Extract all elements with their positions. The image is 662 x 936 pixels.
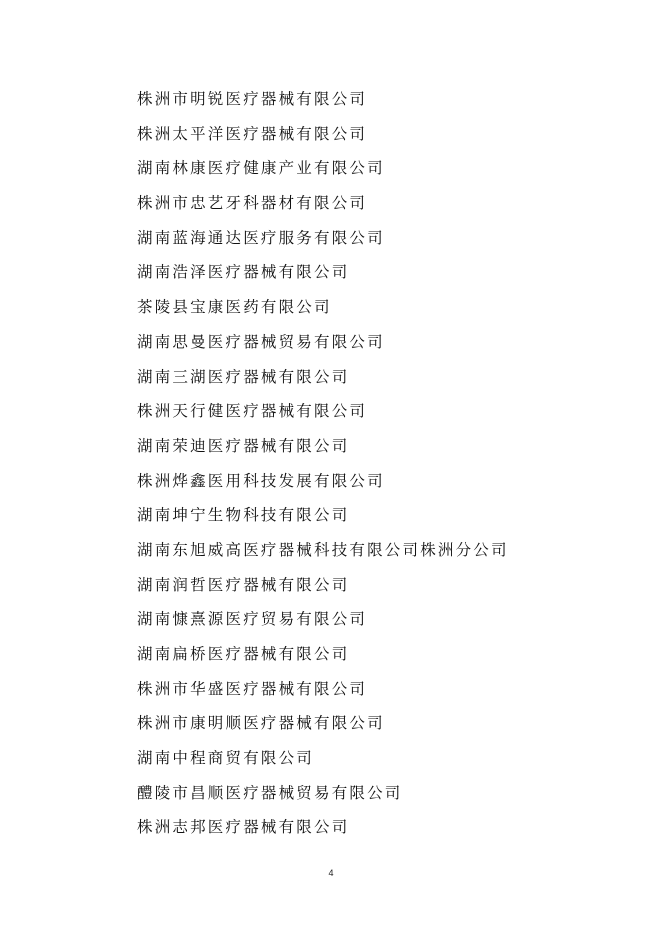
company-item: 湖南林康医疗健康产业有限公司 — [137, 159, 385, 178]
company-item: 茶陵县宝康医药有限公司 — [137, 298, 332, 317]
company-item: 湖南坤宁生物科技有限公司 — [137, 506, 350, 525]
company-item: 湖南思曼医疗器械贸易有限公司 — [137, 332, 385, 351]
company-item: 株洲烨鑫医用科技发展有限公司 — [137, 471, 385, 490]
company-item: 株洲太平洋医疗器械有限公司 — [137, 124, 368, 143]
company-item: 湖南慷熹源医疗贸易有限公司 — [137, 610, 368, 629]
company-item: 湖南润哲医疗器械有限公司 — [137, 575, 350, 594]
company-item: 湖南东旭威高医疗器械科技有限公司株洲分公司 — [137, 540, 509, 559]
company-item: 株洲市康明顺医疗器械有限公司 — [137, 714, 385, 733]
company-item: 株洲志邦医疗器械有限公司 — [137, 818, 350, 837]
company-item: 湖南扁桥医疗器械有限公司 — [137, 645, 350, 663]
company-item: 湖南蓝海通达医疗服务有限公司 — [137, 228, 385, 247]
company-item: 株洲市华盛医疗器械有限公司 — [137, 679, 368, 698]
company-item: 湖南三湖医疗器械有限公司 — [137, 367, 350, 386]
company-item: 株洲市忠艺牙科器材有限公司 — [137, 194, 368, 213]
company-item: 湖南荣迪医疗器械有限公司 — [137, 436, 350, 455]
company-item: 株洲市明锐医疗器械有限公司 — [137, 90, 368, 108]
company-item: 湖南浩泽医疗器械有限公司 — [137, 263, 350, 282]
company-item: 醴陵市昌顺医疗器械贸易有限公司 — [137, 783, 403, 802]
company-item: 株洲天行健医疗器械有限公司 — [137, 402, 368, 421]
company-list — [137, 86, 509, 849]
company-item: 湖南中程商贸有限公司 — [137, 749, 315, 768]
page-number: 4 — [328, 868, 334, 878]
